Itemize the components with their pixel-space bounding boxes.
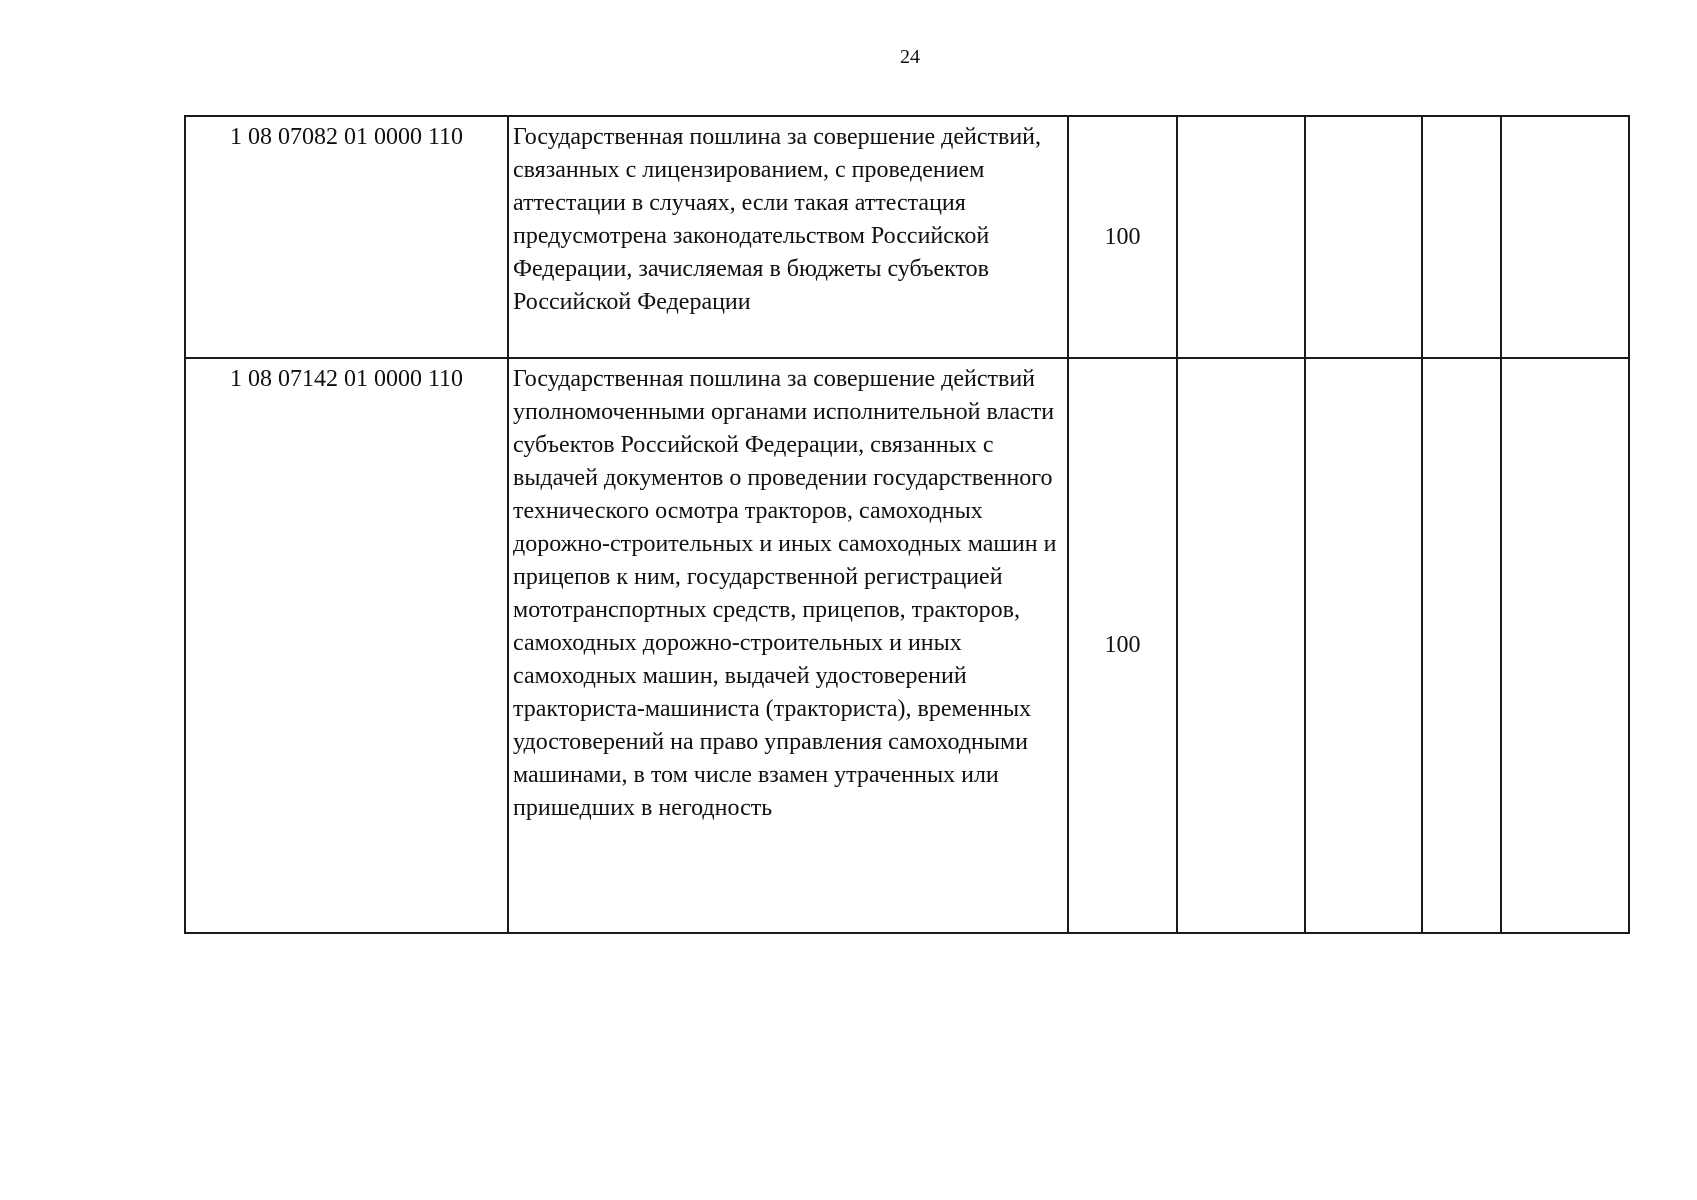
empty-cell-6: [1422, 116, 1501, 358]
budget-code-cell: 1 08 07142 01 0000 110: [185, 358, 508, 933]
page-number: 24: [900, 46, 920, 68]
revenue-name-cell: Государственная пошлина за совершение действий, связанных с лицензированием, с проведением аттестации в случаях, если такая аттестация предусмотрена законодательством Российской Федерации, зачисляемая в бюджеты субъектов Российской Федерации: [508, 116, 1068, 358]
revenue-name-cell: Государственная пошлина за совершение действий уполномоченными органами исполнительной власти субъектов Российской Федерации, связанных с выдачей документов о проведении государственного технического осмотра тракторов, самоходных дорожно-строительных и иных самоходных машин и прицепов к ним, государственной регистрацией мототранспортных средств, прицепов, тракторов, самоходных дорожно-строительных и иных самоходных машин, выдачей удостоверений тракториста-машиниста (тракториста), временных удостоверений на право управления самоходными машинами, в том числе взамен утраченных или пришедших в негодность: [508, 358, 1068, 933]
empty-cell-7: [1501, 116, 1629, 358]
table-row: [185, 116, 1629, 358]
norm-cell: 100: [1068, 116, 1177, 358]
empty-cell-5: [1305, 116, 1422, 358]
norm-cell: 100: [1068, 358, 1177, 933]
empty-cell-4: [1177, 358, 1305, 933]
empty-cell-4: [1177, 116, 1305, 358]
empty-cell-7: [1501, 358, 1629, 933]
empty-cell-5: [1305, 358, 1422, 933]
empty-cell-6: [1422, 358, 1501, 933]
budget-code-cell: 1 08 07082 01 0000 110: [185, 116, 508, 358]
table-row: [185, 358, 1629, 933]
revenue-table: [184, 115, 1630, 934]
